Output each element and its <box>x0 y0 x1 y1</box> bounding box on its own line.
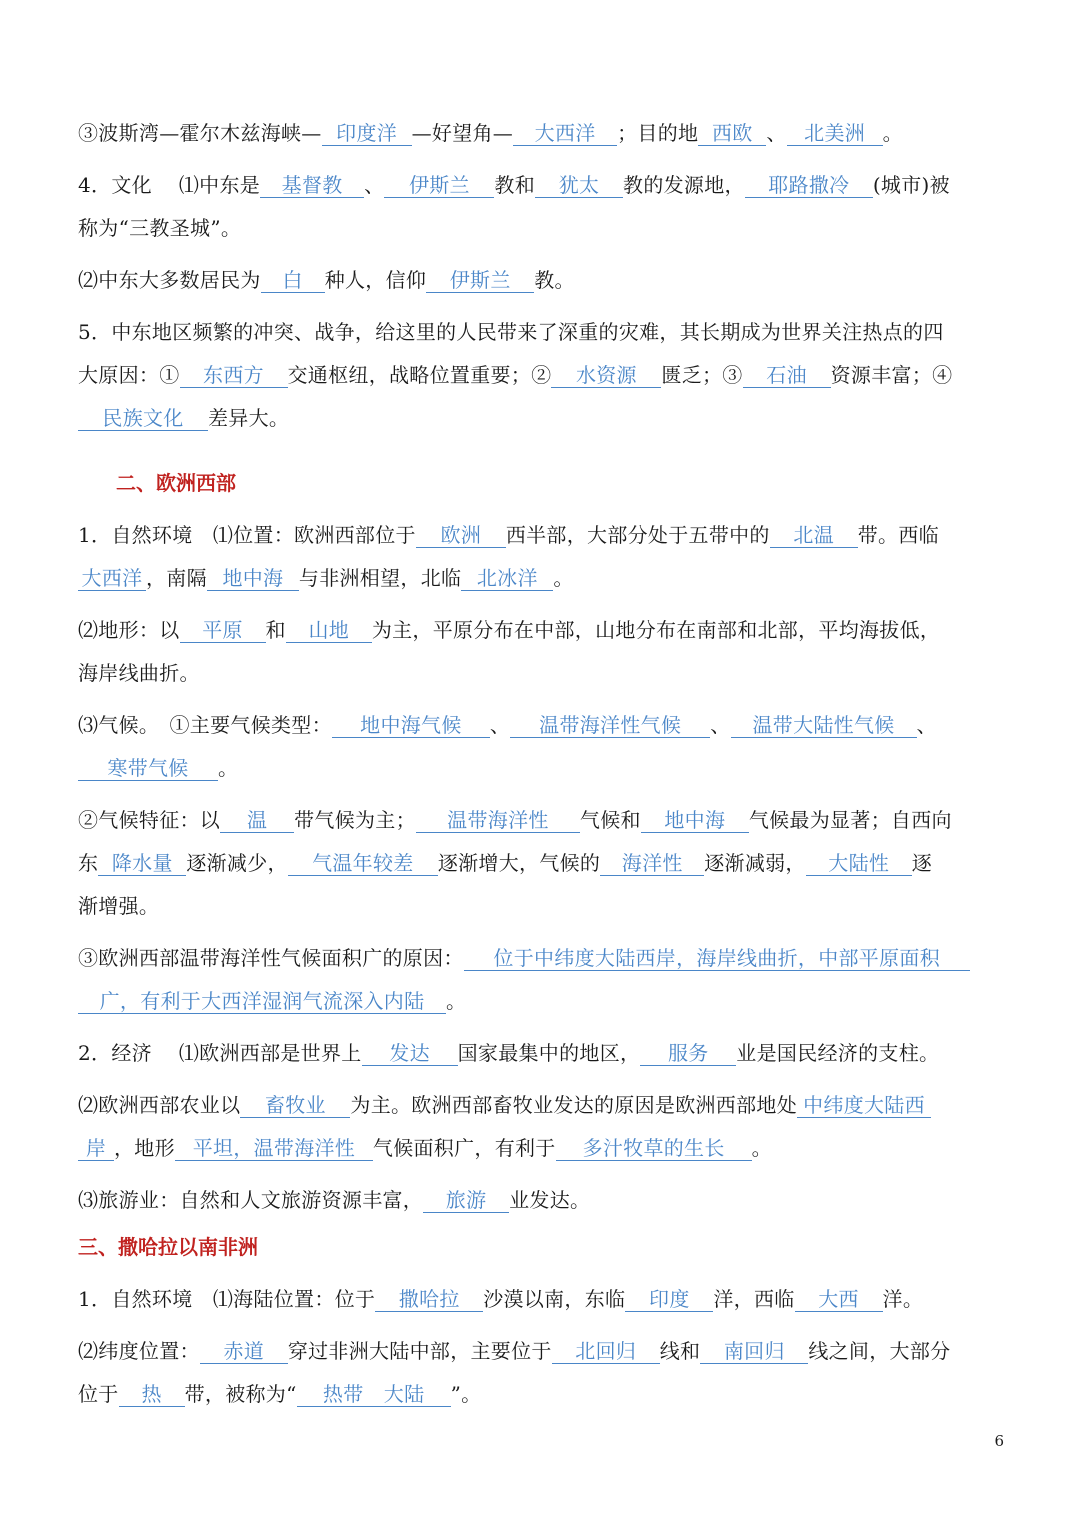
text: 洋。 <box>882 1287 924 1311</box>
climate-feature-line-3 <box>78 885 1004 928</box>
text: 和 <box>265 618 286 642</box>
text: 。 <box>446 989 467 1013</box>
text: 业发达。 <box>509 1188 591 1212</box>
answer-blank: 大西洋 <box>513 121 617 146</box>
text: 为主。欧洲西部畜牧业发达的原因是欧洲西部地处 <box>350 1093 798 1117</box>
text: ，地形 <box>114 1136 175 1160</box>
answer-blank: 位于中纬度大陆西岸，海岸线曲折，中部平原面积 <box>464 946 970 971</box>
answer-blank: 温带海洋性 <box>416 808 580 833</box>
text: ③波斯湾—霍尔木兹海峡— <box>78 121 322 145</box>
answer-blank: 广，有利于大西洋湿润气流深入内陆 <box>78 989 446 1014</box>
text: 、 <box>916 713 937 737</box>
answer-blank: 地中海气候 <box>332 713 490 738</box>
reasons-line-1 <box>78 311 1004 354</box>
text: 逐渐减少， <box>186 851 288 875</box>
text: ⑵中东大多数居民为 <box>78 268 261 292</box>
text: ⑵欧洲西部农业以 <box>78 1093 241 1117</box>
text: 业是国民经济的支柱。 <box>736 1041 940 1065</box>
answer-blank: 畜牧业 <box>240 1093 350 1118</box>
text: (城市)被 <box>872 173 950 197</box>
answer-blank: 平坦，温带海洋性 <box>175 1136 373 1161</box>
answer-blank: 旅游 <box>423 1188 509 1213</box>
answer-blank: 赤道 <box>200 1339 288 1364</box>
text: 匮乏；③ <box>661 363 743 387</box>
text: 位于 <box>78 1382 119 1406</box>
text: 、 <box>489 713 511 737</box>
text: ”。 <box>450 1382 482 1406</box>
text: 大原因：① <box>78 363 180 387</box>
text: 1．自然环境 ⑴海陆位置：位于 <box>78 1287 376 1311</box>
africa-latitude-line-1 <box>78 1330 1004 1373</box>
answer-blank: 大西 <box>795 1287 883 1312</box>
answer-blank: 山地 <box>286 618 372 643</box>
answer-blank: 白 <box>261 268 325 293</box>
page-content <box>78 112 1004 1416</box>
text: 为主，平原分布在中部，山地分布在南部和北部，平均海拔低， <box>371 618 941 642</box>
reasons-line-3 <box>78 397 1004 440</box>
answer-blank: 南回归 <box>700 1339 808 1364</box>
text: 国家最集中的地区， <box>457 1041 641 1065</box>
text: ；目的地 <box>617 121 699 145</box>
text: ⑵地形：以 <box>78 618 180 642</box>
text: 逐渐增大，气候的 <box>437 851 601 875</box>
answer-blank: 服务 <box>640 1041 736 1066</box>
answer-blank: 犹太 <box>535 173 623 198</box>
text: 1．自然环境 ⑴位置：欧洲西部位于 <box>78 523 416 547</box>
text: 带，被称为“ <box>184 1382 297 1406</box>
answer-blank: 降水量 <box>98 851 186 876</box>
answer-blank: 石油 <box>743 363 831 388</box>
answer-blank: 撒哈拉 <box>375 1287 483 1312</box>
answer-blank: 印度洋 <box>322 121 412 146</box>
text: 种人，信仰 <box>324 268 427 292</box>
answer-blank: 地中海 <box>207 566 299 591</box>
answer-blank: 地中海 <box>641 808 749 833</box>
answer-blank: 北美洲 <box>787 121 883 146</box>
text: 气候和 <box>579 808 641 832</box>
text: 逐渐减弱， <box>704 851 806 875</box>
answer-blank: 发达 <box>362 1041 458 1066</box>
climate-feature-line-2 <box>78 842 1004 885</box>
answer-blank: 北回归 <box>552 1339 660 1364</box>
answer-blank: 印度 <box>625 1287 713 1312</box>
answer-blank: 岸 <box>78 1136 114 1161</box>
env-line-2 <box>78 557 1004 600</box>
text: 与非洲相望，北临 <box>298 566 462 590</box>
text: 。 <box>553 566 574 590</box>
answer-blank: 热 <box>119 1382 185 1407</box>
answer-blank: 温 <box>220 808 294 833</box>
climate-line-1 <box>78 704 1004 747</box>
text: 教和 <box>494 173 536 197</box>
section-heading-western-europe: 二、欧洲西部 <box>116 471 236 495</box>
climate-line-2 <box>78 747 1004 790</box>
text: 称为“三教圣城”。 <box>78 216 242 240</box>
text: 资源丰富；④ <box>830 363 953 387</box>
text: 、 <box>766 121 787 145</box>
text: 。 <box>218 756 239 780</box>
africa-position-line <box>78 1278 1004 1321</box>
answer-blank: 气温年较差 <box>288 851 438 876</box>
text: ⑶气候。 ①主要气候类型： <box>78 713 332 737</box>
terrain-line-2 <box>78 652 1004 695</box>
ocean-climate-line-1 <box>78 937 1004 980</box>
env-line-1 <box>78 514 1004 557</box>
ocean-climate-line-2 <box>78 980 1004 1023</box>
text: 渐增强。 <box>78 894 160 918</box>
text: 差异大。 <box>208 406 290 430</box>
answer-blank: 东西方 <box>180 363 288 388</box>
text: 4．文化 ⑴中东是 <box>78 173 261 197</box>
route-line <box>78 112 1004 155</box>
answer-blank: 多汁牧草的生长 <box>556 1136 752 1161</box>
answer-blank: 中纬度大陆西 <box>797 1093 931 1118</box>
answer-blank: 大陆性 <box>806 851 912 876</box>
text: 、 <box>710 713 731 737</box>
text: ②气候特征：以 <box>78 808 221 832</box>
answer-blank: 伊斯兰 <box>384 173 494 198</box>
culture-line-1 <box>78 164 1004 207</box>
economy-line-1 <box>78 1032 1004 1075</box>
text: 逐 <box>911 851 933 875</box>
answer-blank: 民族文化 <box>78 406 208 431</box>
text: 带气候为主； <box>294 808 416 832</box>
text: 东 <box>78 851 99 875</box>
answer-blank: 北温 <box>770 523 858 548</box>
text: 5．中东地区频繁的冲突、战争，给这里的人民带来了深重的灾难，其长期成为世界关注热点的四 <box>78 320 944 344</box>
answer-blank: 北冰洋 <box>461 566 553 591</box>
answer-blank: 海洋性 <box>600 851 704 876</box>
terrain-line-1 <box>78 609 1004 652</box>
text: 海岸线曲折。 <box>78 661 200 685</box>
text: 气候最为显著；自西向 <box>748 808 952 832</box>
answer-blank: 大西洋 <box>78 566 146 591</box>
text: 。 <box>882 121 903 145</box>
answer-blank: 热带 大陆 <box>297 1382 451 1407</box>
text: 、 <box>364 173 385 197</box>
text: ，南隔 <box>146 566 207 590</box>
answer-blank: 欧洲 <box>416 523 506 548</box>
tourism-line <box>78 1179 1004 1222</box>
answer-blank: 基督教 <box>260 173 364 198</box>
answer-blank: 寒带气候 <box>78 756 218 781</box>
answer-blank: 耶路撒冷 <box>745 173 873 198</box>
reasons-line-2 <box>78 354 1004 397</box>
answer-blank: 水资源 <box>551 363 661 388</box>
text: 教。 <box>534 268 575 292</box>
text: 洋，西临 <box>713 1287 795 1311</box>
text: 穿过非洲大陆中部，主要位于 <box>287 1339 552 1363</box>
answer-blank: 西欧 <box>698 121 766 146</box>
page-number: 6 <box>994 1432 1004 1450</box>
culture-line-3 <box>78 259 1004 302</box>
text: 线之间，大部分 <box>808 1339 951 1363</box>
text: 沙漠以南，东临 <box>483 1287 626 1311</box>
africa-latitude-line-2 <box>78 1373 1004 1416</box>
text: 带。西临 <box>857 523 939 547</box>
climate-feature-line-1 <box>78 799 1004 842</box>
answer-blank: 温带大陆性气候 <box>731 713 917 738</box>
section-heading-sub-saharan-africa: 三、撒哈拉以南非洲 <box>78 1235 258 1259</box>
text: 交通枢纽，战略位置重要；② <box>287 363 552 387</box>
text: 。 <box>751 1136 772 1160</box>
text: 教的发源地， <box>623 173 745 197</box>
text: 气候面积广，有利于 <box>372 1136 556 1160</box>
culture-line-2 <box>78 207 1004 250</box>
text: —好望角— <box>411 121 514 145</box>
agriculture-line-1 <box>78 1084 1004 1127</box>
text: 2．经济 ⑴欧洲西部是世界上 <box>78 1041 362 1065</box>
answer-blank: 温带海洋性气候 <box>510 713 710 738</box>
answer-blank: 平原 <box>180 618 266 643</box>
answer-blank: 伊斯兰 <box>426 268 534 293</box>
text: ③欧洲西部温带海洋性气候面积广的原因： <box>78 946 464 970</box>
text: ⑶旅游业：自然和人文旅游资源丰富， <box>78 1188 424 1212</box>
agriculture-line-2 <box>78 1127 1004 1170</box>
text: 线和 <box>659 1339 701 1363</box>
text: 西半部，大部分处于五带中的 <box>505 523 770 547</box>
text: ⑵纬度位置： <box>78 1339 200 1363</box>
